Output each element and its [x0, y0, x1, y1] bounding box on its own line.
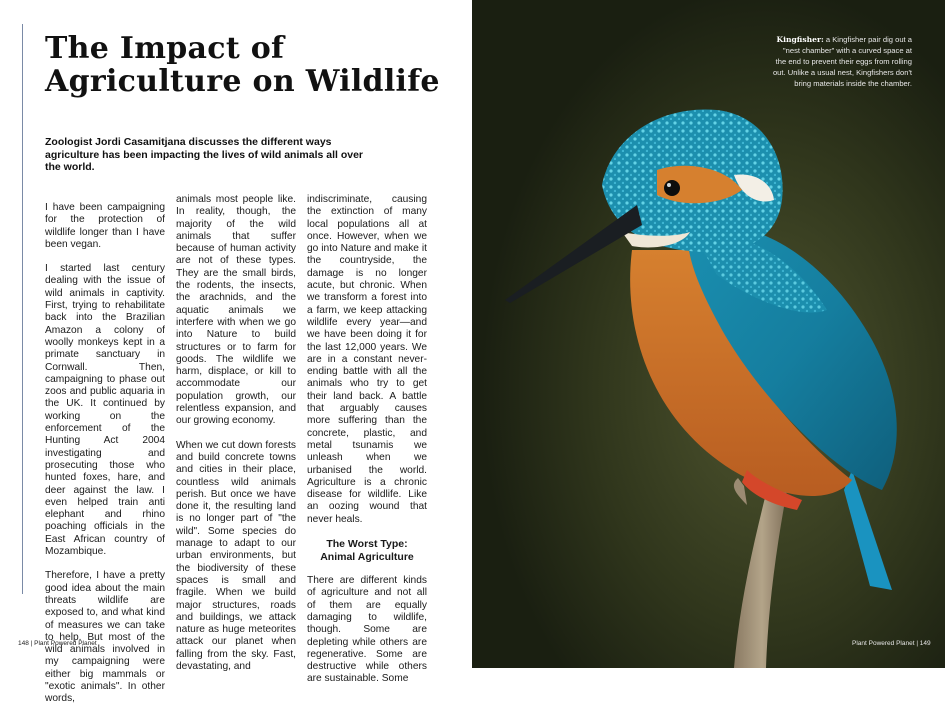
caption-text: a Kingfisher pair dig out a "nest chamber" with a curved space at the end to prevent their eggs from rolling out. Unlike a usual nest, Kingfishers don't bring materials inside the chamber.: [772, 35, 912, 88]
paragraph: indiscriminate, causing the extinction of many local populations all at once. However, when we go into Nature and make it the countryside, the damage is no longer acute, but chronic. When we transform a forest into a farm, we keep attacking wildlife every year—and we have been doing it for the last 12,000 years. We are in a constant never-ending battle with all the animals who try to get their land back. A battle that arguably causes more suffering than the concrete, plastic, and metal tsunamis we unleash when we urbanised the world. Agriculture is a chronic disease for wildlife. Like an oozing wound that never heals.: [307, 194, 427, 525]
paragraph: There are different kinds of agriculture and not all of them are equally damaging to wildlife, though. Some are depleting while others are regenerative. Some are destructive while others are sustainable. Some: [307, 575, 427, 685]
caption-label: Kingfisher:: [776, 35, 824, 44]
paragraph: Therefore, I have a pretty good idea about the main threats wildlife are exposed to, and what kind of measures we can take to help. But most of the wild animals involved in my campaigning were either big mammals or "exotic animals". In other words,: [45, 570, 165, 705]
article-intro: Zoologist Jordi Casamitjana discusses the different ways agriculture has been impacting the lives of wild animals all over the world.: [45, 136, 364, 173]
photo-caption: [772, 34, 912, 89]
paragraph: I have been campaigning for the protection of wildlife longer than I have been vegan.: [45, 202, 165, 250]
left-page: [0, 0, 472, 705]
article-title: [45, 32, 465, 98]
kingfisher-photo: [472, 0, 945, 668]
title-line-1: The Impact of: [45, 31, 285, 66]
paragraph: I started last century dealing with the issue of wild animals in captivity. First, trying to rehabilitate back into the Brazilian Amazon a colony of woolly monkeys kept in a primate sanctuary in Cornwall. Then, campaigning to phase out zoos and public aquaria in the UK. It continued by working on the enforcement of the Hunting Act 2004 investigating and prosecuting those who hunted foxes, hare, and deer against the law. I even helped train anti elephant and rhino poaching officials in the East African country of Mozambique.: [45, 263, 165, 558]
margin-rule: [22, 24, 23, 594]
page-folio-left: 148 | Plant Powered Planet: [18, 640, 97, 647]
right-page-photo: [472, 0, 945, 668]
subheading-line-1: The Worst Type:: [326, 538, 408, 551]
paragraph: animals most people like. In reality, though, the majority of the wild animals that suffer because of human activity are not of these types. They are the small birds, the rodents, the insects, the arachnids, and the aquatic animals we interfere with when we go into Nature to build structures or to farm for goods. The wildlife we harm, displace, or kill to accommodate our population growth, our relentless expansion, and our growing economy.: [176, 194, 296, 427]
title-line-2: Agriculture on Wildlife: [45, 64, 440, 99]
section-subheading: [307, 538, 427, 563]
text-column-3: [307, 194, 427, 685]
text-column-2: [176, 194, 296, 672]
bird-eye: [664, 180, 680, 196]
paragraph: When we cut down forests and build concrete towns and cities in their place, countless wild animals perish. But once we have done it, the resulting land is no longer part of "the wild". Some species do manage to adapt to our urban environments, but the biodiversity of these spaces is small and fragile. When we build major structures, roads and buildings, we attack nature as huge meteorites attack our planet when falling from the sky. Fast, devastating, and: [176, 439, 296, 672]
page-folio-right: Plant Powered Planet | 149: [852, 640, 931, 647]
subheading-line-2: Animal Agriculture: [320, 550, 414, 563]
